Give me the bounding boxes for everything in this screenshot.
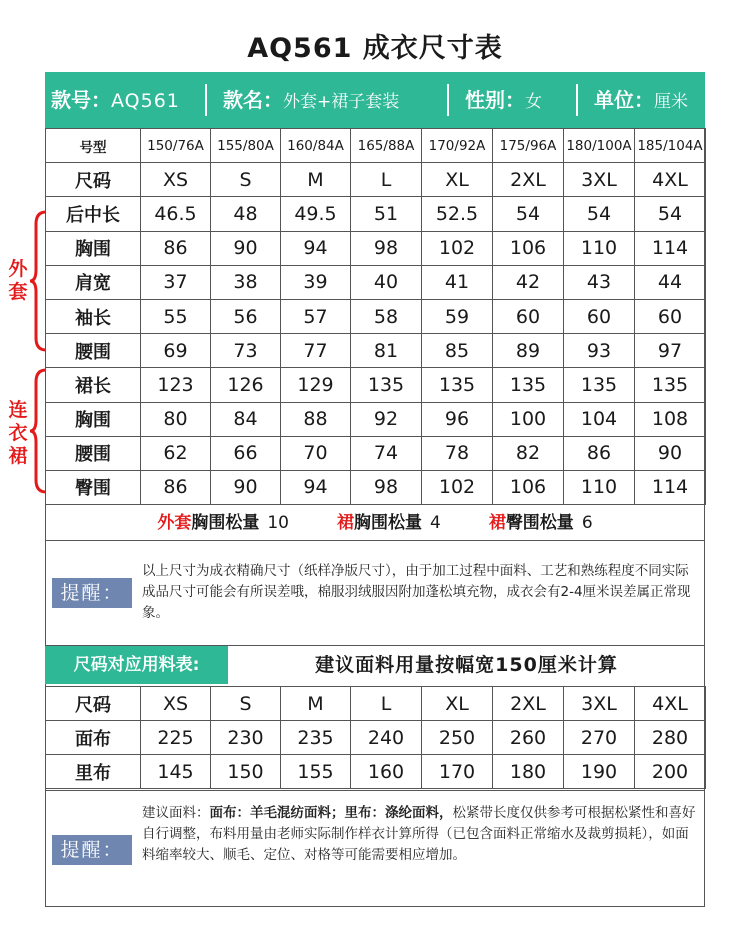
measurement-cell: 60 <box>493 299 564 333</box>
fabric-amount-cell: 260 <box>493 721 564 755</box>
measurement-cell: 86 <box>141 470 211 504</box>
measurement-cell: 135 <box>493 368 564 402</box>
fabric-reminder-text: 建议面料：面布：羊毛混纺面料；里布：涤纶面料，松紧带长度仅供参考可根据松紧性和喜好自行调整，布料用量由老师实际制作样衣计算所得（已包含面料正常缩水及裁剪损耗），如面料缩率较大、顺毛、定位、对格等可能需要相应增加。 <box>142 805 696 863</box>
fabric-amount-cell: 155 <box>281 755 351 789</box>
fabric-table <box>45 686 706 789</box>
row-label: 臀围 <box>46 470 141 504</box>
fabric-amount-cell: 160 <box>351 755 422 789</box>
measurement-cell: 70 <box>281 436 351 470</box>
measurement-cell: 39 <box>281 265 351 299</box>
row-label: 胸围 <box>46 402 141 436</box>
row-label: 袖长 <box>46 299 141 333</box>
style-number: 款号：AQ561 <box>51 88 180 112</box>
row-label: 面布 <box>46 721 141 755</box>
table-row <box>46 334 706 368</box>
table-row <box>46 299 706 333</box>
row-label: 腰围 <box>46 334 141 368</box>
measurement-cell: 78 <box>422 436 493 470</box>
measurement-cell: 46.5 <box>141 197 211 231</box>
model-cell: 180/100A <box>564 129 635 163</box>
measurement-cell: 77 <box>281 334 351 368</box>
measurement-cell: 135 <box>635 368 706 402</box>
measurement-cell: 51 <box>351 197 422 231</box>
fabric-width-note: 建议面料用量按幅宽150厘米计算 <box>315 654 618 676</box>
size-cell: S <box>211 687 281 721</box>
ease-allowance-row: 外套胸围松量 10 裙胸围松量 4 裙臀围松量 6 <box>45 506 705 541</box>
fabric-amount-cell: 270 <box>564 721 635 755</box>
dress-label: 连 衣 裙 <box>8 399 28 467</box>
measurement-cell: 92 <box>351 402 422 436</box>
measurement-cell: 59 <box>422 299 493 333</box>
table-row <box>46 368 706 402</box>
measurement-cell: 135 <box>564 368 635 402</box>
measurement-cell: 114 <box>635 470 706 504</box>
model-cell: 175/96A <box>493 129 564 163</box>
fabric-amount-cell: 230 <box>211 721 281 755</box>
measurement-cell: 106 <box>493 470 564 504</box>
fabric-table-title: 尺码对应用料表: <box>45 646 228 684</box>
measurement-cell: 43 <box>564 265 635 299</box>
row-label: 里布 <box>46 755 141 789</box>
size-row <box>46 163 706 197</box>
size-cell: L <box>351 163 422 197</box>
measurement-cell: 42 <box>493 265 564 299</box>
measurement-cell: 90 <box>211 231 281 265</box>
row-label: 号型 <box>46 129 141 163</box>
measurement-cell: 74 <box>351 436 422 470</box>
fabric-amount-cell: 235 <box>281 721 351 755</box>
dress-brace <box>30 368 48 494</box>
measurement-cell: 102 <box>422 470 493 504</box>
measurement-cell: 66 <box>211 436 281 470</box>
model-cell: 160/84A <box>281 129 351 163</box>
measurement-cell: 94 <box>281 231 351 265</box>
fabric-amount-cell: 145 <box>141 755 211 789</box>
fabric-amount-cell: 250 <box>422 721 493 755</box>
fabric-amount-cell: 170 <box>422 755 493 789</box>
measurement-cell: 135 <box>351 368 422 402</box>
size-cell: 2XL <box>493 687 564 721</box>
size-cell: XS <box>141 163 211 197</box>
measurement-cell: 98 <box>351 470 422 504</box>
measurement-cell: 88 <box>281 402 351 436</box>
row-label: 腰围 <box>46 436 141 470</box>
size-cell: 3XL <box>564 163 635 197</box>
fabric-amount-cell: 225 <box>141 721 211 755</box>
reminder-badge: 提醒： <box>52 578 132 608</box>
measurement-cell: 135 <box>422 368 493 402</box>
size-cell: XS <box>141 687 211 721</box>
fabric-amount-cell: 240 <box>351 721 422 755</box>
measurement-cell: 100 <box>493 402 564 436</box>
measurement-cell: 90 <box>635 436 706 470</box>
divider <box>205 84 207 116</box>
measurement-cell: 90 <box>211 470 281 504</box>
model-cell: 150/76A <box>141 129 211 163</box>
measurement-cell: 54 <box>493 197 564 231</box>
row-label: 后中长 <box>46 197 141 231</box>
row-label: 尺码 <box>46 687 141 721</box>
measurement-cell: 110 <box>564 231 635 265</box>
measurement-cell: 58 <box>351 299 422 333</box>
measurement-cell: 73 <box>211 334 281 368</box>
measurement-cell: 82 <box>493 436 564 470</box>
measurement-cell: 80 <box>141 402 211 436</box>
model-cell: 165/88A <box>351 129 422 163</box>
table-row <box>46 470 706 504</box>
table-row <box>46 721 706 755</box>
measurement-cell: 37 <box>141 265 211 299</box>
measurement-cell: 89 <box>493 334 564 368</box>
model-cell: 170/92A <box>422 129 493 163</box>
divider <box>576 84 578 116</box>
measurement-cell: 85 <box>422 334 493 368</box>
measurement-cell: 129 <box>281 368 351 402</box>
size-row <box>46 687 706 721</box>
divider <box>447 84 449 116</box>
size-cell: XL <box>422 687 493 721</box>
model-cell: 185/104A <box>635 129 706 163</box>
page-title: AQ561 成衣尺寸表 <box>247 33 503 64</box>
measurement-cell: 106 <box>493 231 564 265</box>
measurement-cell: 96 <box>422 402 493 436</box>
table-row <box>46 755 706 789</box>
coat-brace <box>30 210 48 352</box>
row-label: 裙长 <box>46 368 141 402</box>
row-label: 尺码 <box>46 163 141 197</box>
measurement-cell: 57 <box>281 299 351 333</box>
fabric-amount-cell: 280 <box>635 721 706 755</box>
size-cell: S <box>211 163 281 197</box>
measurement-cell: 49.5 <box>281 197 351 231</box>
product-info-bar <box>45 72 705 128</box>
measurement-cell: 123 <box>141 368 211 402</box>
measurement-cell: 48 <box>211 197 281 231</box>
row-label: 胸围 <box>46 231 141 265</box>
style-name: 款名：外套+裙子套装 <box>223 88 400 112</box>
fabric-amount-cell: 180 <box>493 755 564 789</box>
measurement-cell: 97 <box>635 334 706 368</box>
size-cell: 2XL <box>493 163 564 197</box>
size-cell: M <box>281 163 351 197</box>
measurement-cell: 55 <box>141 299 211 333</box>
measurement-cell: 40 <box>351 265 422 299</box>
measurement-cell: 94 <box>281 470 351 504</box>
model-cell: 155/80A <box>211 129 281 163</box>
measurement-cell: 114 <box>635 231 706 265</box>
measurement-cell: 54 <box>564 197 635 231</box>
table-row <box>46 436 706 470</box>
measurement-cell: 38 <box>211 265 281 299</box>
table-row <box>46 265 706 299</box>
size-table <box>45 128 706 505</box>
measurement-cell: 52.5 <box>422 197 493 231</box>
size-cell: XL <box>422 163 493 197</box>
measurement-cell: 93 <box>564 334 635 368</box>
gender: 性别：女 <box>465 88 542 112</box>
measurement-cell: 41 <box>422 265 493 299</box>
measurement-cell: 44 <box>635 265 706 299</box>
measurement-cell: 81 <box>351 334 422 368</box>
measurement-cell: 56 <box>211 299 281 333</box>
fabric-amount-cell: 190 <box>564 755 635 789</box>
measurement-cell: 110 <box>564 470 635 504</box>
measurement-cell: 69 <box>141 334 211 368</box>
measurement-cell: 84 <box>211 402 281 436</box>
measurement-cell: 98 <box>351 231 422 265</box>
table-row <box>46 231 706 265</box>
size-cell: 4XL <box>635 687 706 721</box>
coat-label: 外 套 <box>8 258 28 303</box>
measurement-cell: 62 <box>141 436 211 470</box>
measurement-cell: 60 <box>564 299 635 333</box>
unit: 单位：厘米 <box>594 88 688 112</box>
measurement-cell: 102 <box>422 231 493 265</box>
divider <box>45 790 705 791</box>
measurement-cell: 86 <box>141 231 211 265</box>
table-row <box>46 402 706 436</box>
fabric-amount-cell: 200 <box>635 755 706 789</box>
gender-value: 女 <box>525 92 542 112</box>
size-cell: M <box>281 687 351 721</box>
reminder-text: 以上尺寸为成衣精确尺寸（纸样净版尺寸），由于加工过程中面料、工艺和熟练程度不同实际成品尺寸可能会有所误差哦，棉服羽绒服因附加蓬松填充物，成衣会有2-4厘米误差属正常现象。 <box>142 563 691 621</box>
style-name-value: 外套+裙子套装 <box>283 92 400 112</box>
reminder-badge: 提醒： <box>52 835 132 865</box>
measurement-cell: 108 <box>635 402 706 436</box>
style-number-value: AQ561 <box>111 90 180 112</box>
measurement-cell: 54 <box>635 197 706 231</box>
size-cell: 4XL <box>635 163 706 197</box>
fabric-amount-cell: 150 <box>211 755 281 789</box>
measurement-cell: 104 <box>564 402 635 436</box>
row-label: 肩宽 <box>46 265 141 299</box>
model-row <box>46 129 706 163</box>
measurement-cell: 60 <box>635 299 706 333</box>
size-cell: 3XL <box>564 687 635 721</box>
unit-value: 厘米 <box>654 92 688 112</box>
measurement-cell: 86 <box>564 436 635 470</box>
size-cell: L <box>351 687 422 721</box>
table-row <box>46 197 706 231</box>
measurement-cell: 126 <box>211 368 281 402</box>
